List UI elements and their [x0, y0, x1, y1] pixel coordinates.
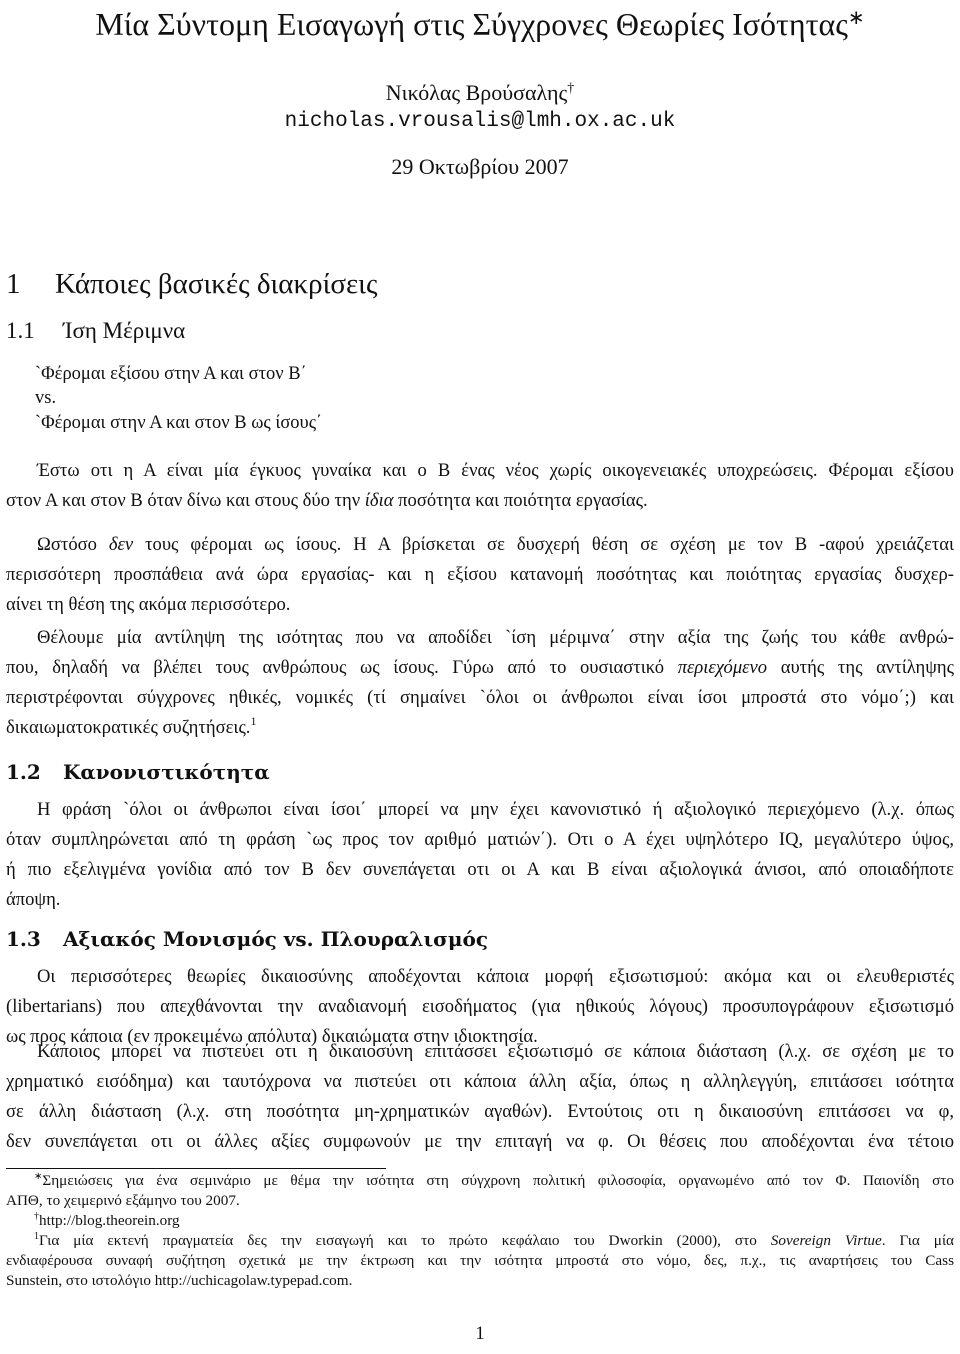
paragraph-1-3-a: Οι περισσότερες θεωρίες δικαιοσύνης αποδέχονται κάποια μορφή εξισωτισμού: ακόμα και οι ελευθεριστές (libertarians) που απεχθάνονται την αναδιανομή εισοδήματος (για ηθικούς λόγους) προσυπογράφουν εξισωτισμό ως προς κάποια (εν προκειμένω απόλυτα) δικαιώματα στην ιδιοκτησία.	[6, 966, 954, 1047]
quote-vs: vs.	[35, 388, 57, 408]
author-name: Νικόλας Βρούσαλης†	[385, 80, 575, 105]
paragraph-1-1-c: Θέλουμε μία αντίληψη της ισότητας που να αποδίδει `ίση μέριμνα΄ στην αξία της ζωής του κάθε ανθρώ- που, δηλαδή να βλέπει τους ανθρώπους ως ίσους. Γύρω από το ουσιαστικό περιεχόμενο αυτής της αντίληψης περιστρέφονται σύγχρονες ηθικές, νομικές (τί σημαίνει `όλοι οι άνθρωποι είναι ίσοι μπροστά στο νόμο΄;) και δικαιωματοκρατικές συζητήσεις.$^1$	[6, 627, 955, 738]
paragraph-1-2: Η φράση `όλοι οι άνθρωποι είναι ίσοι΄ μπορεί να μην έχει κανονιστικό ή αξιολογικό περιεχόμενο (λ.χ. όπως όταν συμπληρώνεται από τη φράση `ως προς τον αριθμό ματιών΄). Οτι ο Α έχει υψηλότερο IQ, μεγαλύτερο ύψος, ή πιο εξελιγμένα γονίδια από τον Β δεν συνεπάγεται οτι οι Α και Β είναι αξιολογικά άνισοι, από οποιαδήποτε άποψη.	[6, 799, 954, 910]
paragraph-1-1-b: Ωστόσο δεν τους φέρομαι ως ίσους. Η Α βρίσκεται σε δυσχερή θέση σε σχέση με τον Β -αφού χρειάζεται περισσότερη προσπάθεια ανά ώρα εργασίας- και η εξίσου κατανομή ποσότητας και ποιότητας εργασίας δυσχερ- αίνει τη θέση της ακόμα περισσότερο.	[6, 534, 954, 615]
author-email[interactable]: nicholas.vrousalis@lmh.ox.ac.uk	[284, 110, 676, 133]
footnote-dagger: †http://blog.theorein.org	[34, 1211, 180, 1229]
paragraph-1-3-b: Κάποιος μπορεί να πιστεύει οτι η δικαιοσύνη επιτάσσει εξισωτισμό σε κάποια διάσταση (λ.χ. σε σχέση με το χρηματικό εισόδημα) και ταυτόχρονα να πιστεύει οτι κάποια άλλη αξία, όπως η αλληλεγγύη, επιτάσσει ισότητα σε άλλη διάσταση (λ.χ. στη ποσότητα μη-χρηματικών αγαθών). Εντούτοις οτι η δικαιοσύνη επιτάσσει να φ, δεν συνεπάγεται οτι οι άλλες αξίες συμφωνούν με την επιταγή να φ. Οι θέσεις που αποδέχονται ένα τέτοιο	[6, 1041, 954, 1152]
footnote-rule	[6, 1168, 386, 1169]
footnote-ref-1[interactable]: 1	[250, 714, 257, 728]
subsection-heading-1-2: 1.2 Κανονιστικότητα	[6, 760, 270, 784]
footnote-star: ∗Σημειώσεις για ένα σεμινάριο με θέμα την ισότητα στη σύγχρονη πολιτική φιλοσοφία, οργανωμένο από τον Φ. Παιονίδη στο ΑΠΘ, το χειμερινό εξάμηνο του 2007.	[6, 1171, 954, 1209]
title-footnote-mark: ∗	[847, 7, 865, 29]
blog-link[interactable]: http://blog.theorein.org	[39, 1212, 180, 1229]
quote-equal-treatment: `Φέρομαι εξίσου στην Α και στον Β΄	[35, 364, 307, 384]
paper-date: 29 Οκτωβρίου 2007	[391, 154, 569, 179]
section-heading-1: 1 Κάποιες βασικές διακρίσεις	[6, 268, 378, 300]
page-number: 1	[475, 1323, 485, 1344]
author-footnote-mark: †	[567, 81, 575, 96]
footnote-1: $^1$Για μία εκτενή πραγματεία δες την εισαγωγή και το πρώτο κεφάλαιο του Dworkin (2000), στο Sovereign Virtue. Για μία ενδιαφέρουσα συναφή συζήτηση σχετικά με την έκτρωση και την ισότητα μπροστά στο νόμο, δες, π.χ., τις αναρτήσεις του Cass Sunstein, στο ιστολόγιο http://uchicagolaw.typepad.com.	[6, 1231, 954, 1289]
subsection-heading-1-3: 1.3 Αξιακός Μονισμός vs. Πλουραλισμός	[6, 927, 489, 951]
subsection-heading-1-1: 1.1 Ίση Μέριμνα	[6, 318, 186, 343]
paragraph-1-1-a: Έστω οτι η Α είναι μία έγκυος γυναίκα και ο Β ένας νέος χωρίς οικογενειακές υποχρεώσεις. Φέρομαι εξίσου στον Α και στον Β όταν δίνω και στους δύο την ίδια ποσότητα και ποιότητα εργασίας.	[6, 460, 954, 511]
quote-treatment-as-equals: `Φέρομαι στην Α και στον Β ως ίσους΄	[35, 413, 323, 433]
paper-title: Μία Σύντομη Εισαγωγή στις Σύγχρονες Θεωρίες Ισότητας∗	[95, 6, 865, 42]
